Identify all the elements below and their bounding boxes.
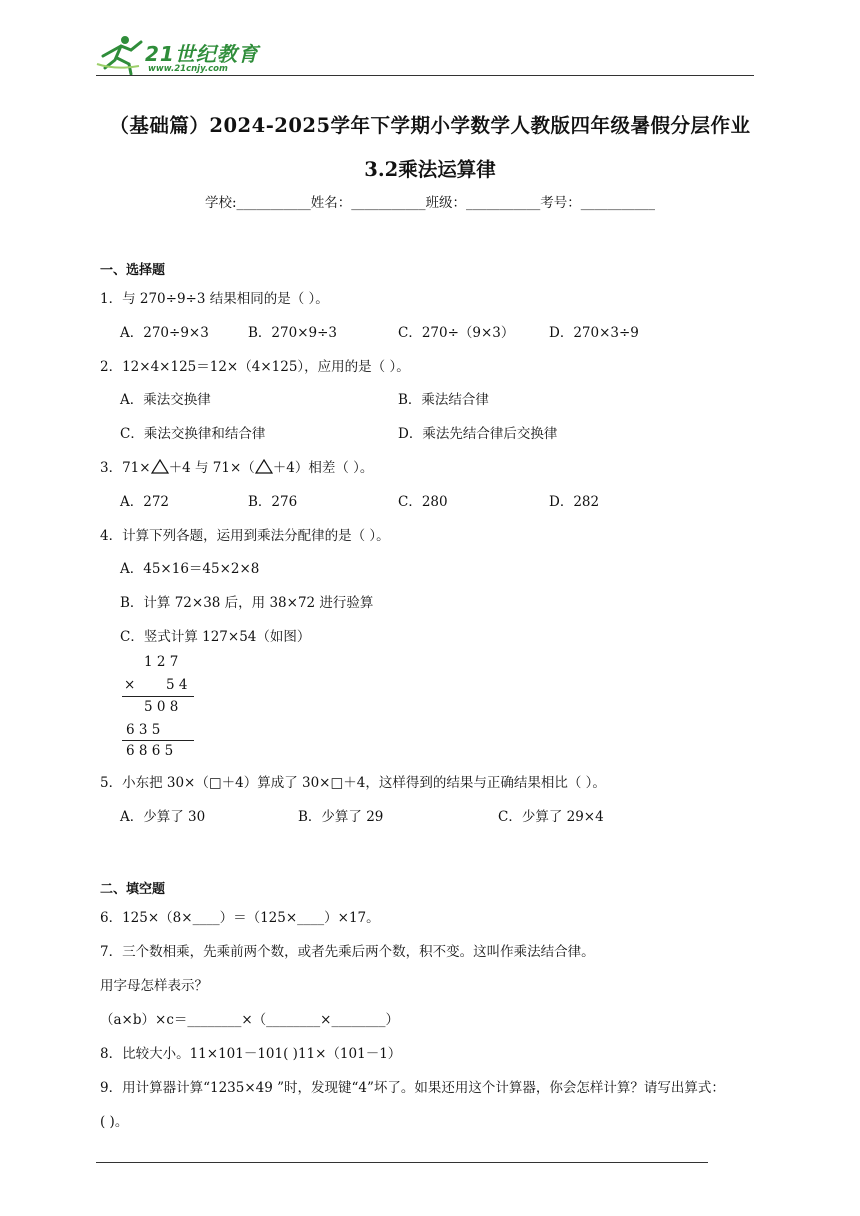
- q2-option-c: C．乘法交换律和结合律: [120, 426, 266, 442]
- q5-option-b: B．少算了 29: [298, 809, 384, 825]
- footer-divider: [96, 1162, 708, 1163]
- q3-option-a: A．272: [120, 494, 170, 510]
- question-7-line-3: （a×b）×c＝________×（________×________）: [100, 1012, 399, 1028]
- q1-option-a: A．270÷9×3: [120, 325, 209, 341]
- question-9-line-2: ( )。: [100, 1114, 129, 1130]
- logo-url: www.21cnjy.com: [148, 64, 228, 74]
- q2-option-d: D．乘法先结合律后交换律: [398, 426, 558, 442]
- header-divider: [96, 75, 754, 76]
- calc-row-2: 5 4: [166, 677, 188, 693]
- question-6: 6．125×（8×____）＝（125×____）×17。: [100, 910, 380, 926]
- triangle-icon: [255, 459, 273, 474]
- q3-option-c: C．280: [398, 494, 448, 510]
- q5-option-c: C．少算了 29×4: [498, 809, 604, 825]
- logo-text: 21世纪教育: [145, 42, 259, 66]
- page-title: （基础篇）2024-2025学年下学期小学数学人教版四年级暑假分层作业: [109, 114, 751, 137]
- triangle-icon: [151, 459, 169, 474]
- question-5-stem: 5．小东把 30×（□＋4）算成了 30×□＋4，这样得到的结果与正确结果相比（ ）。: [100, 775, 606, 791]
- q1-option-b: B．270×9÷3: [248, 325, 337, 341]
- calc-row-5: 6 8 6 5: [126, 743, 174, 759]
- q1-option-c: C．270÷（9×3）: [398, 325, 515, 341]
- q4-option-b: B．计算 72×38 后，用 38×72 进行验算: [120, 595, 374, 611]
- q3-option-d: D．282: [549, 494, 600, 510]
- question-1-stem: 1．与 270÷9÷3 结果相同的是（ ）。: [100, 291, 329, 307]
- q2-option-a: A．乘法交换律: [120, 392, 211, 408]
- calc-row-3: 5 0 8: [144, 699, 179, 715]
- q3-stem-part2: ＋4 与 71×（: [168, 460, 255, 476]
- q4-option-a: A．45×16＝45×2×8: [120, 561, 260, 577]
- section-heading-fill: 二、填空题: [100, 882, 166, 897]
- page-subtitle: 3.2乘法运算律: [364, 158, 496, 181]
- question-2-stem: 2．12×4×125＝12×（4×125），应用的是（ ）。: [100, 359, 410, 375]
- question-7-line-2: 用字母怎样表示？: [100, 978, 208, 994]
- question-4-stem: 4．计算下列各题，运用到乘法分配律的是（ ）。: [100, 528, 390, 544]
- q5-option-a: A．少算了 30: [120, 809, 206, 825]
- section-heading-choice: 一、选择题: [100, 263, 166, 278]
- question-7-line-1: 7．三个数相乘，先乘前两个数，或者先乘后两个数，积不变。这叫作乘法结合律。: [100, 944, 595, 960]
- q1-option-d: D．270×3÷9: [549, 325, 639, 341]
- q3-stem-part1: 3．71×: [100, 460, 151, 476]
- q2-option-b: B．乘法结合律: [398, 392, 489, 408]
- question-9-line-1: 9．用计算器计算“1235×49 ”时，发现键“4”坏了。如果还用这个计算器，你会怎样计算？请写出算式：: [100, 1080, 725, 1096]
- calc-times-sign: ×: [124, 677, 136, 693]
- calc-rule-2: [122, 740, 194, 741]
- q4-option-c: C．竖式计算 127×54（如图）: [120, 629, 311, 645]
- calc-rule-1: [122, 696, 194, 697]
- q3-stem-part3: ＋4）相差（ ）。: [272, 460, 374, 476]
- student-info-line: 学校:___________姓名：___________班级：___________考号：___________: [204, 195, 656, 211]
- q3-option-b: B．276: [248, 494, 298, 510]
- calc-row-4: 6 3 5: [126, 722, 161, 738]
- question-8: 8．比较大小。11×101－101( )11×（101－1）: [100, 1046, 402, 1062]
- calc-row-1: 1 2 7: [144, 654, 179, 670]
- vertical-multiplication: [120, 652, 200, 762]
- question-3-stem: [100, 456, 373, 476]
